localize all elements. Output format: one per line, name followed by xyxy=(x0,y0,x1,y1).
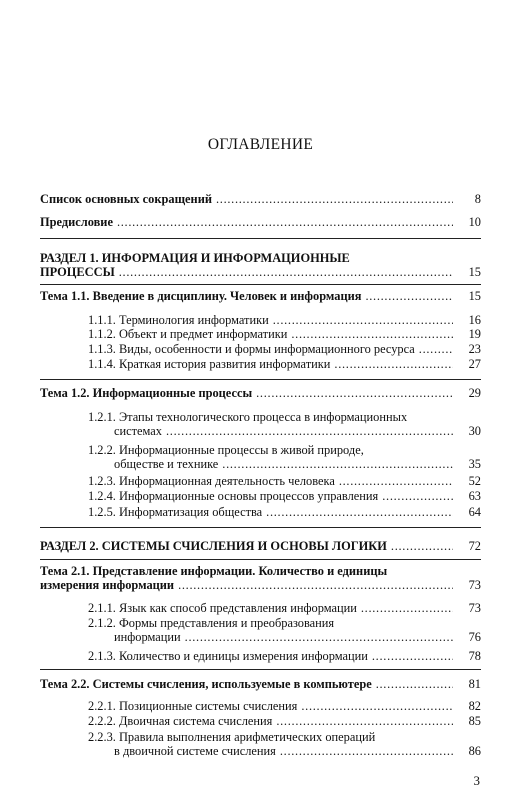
toc-entry-text: 1.1.3. Виды, особенности и формы информационного ресурса xyxy=(88,342,415,356)
toc-page-number: 16 xyxy=(468,313,481,327)
toc-entry-text-line1: РАЗДЕЛ 1. ИНФОРМАЦИЯ И ИНФОРМАЦИОННЫЕ xyxy=(40,251,350,265)
toc-entry-text: 2.2.2. Двоичная система счисления xyxy=(88,714,273,728)
page-number: 3 xyxy=(473,773,480,788)
toc-entry-1-2-4[interactable] xyxy=(88,489,481,503)
toc-entry-text-line1: 2.2.3. Правила выполнения арифметических операций xyxy=(88,730,376,744)
toc-entry-text-line1: 1.2.1. Этапы технологического процесса в информационных xyxy=(88,410,408,424)
dot-leader xyxy=(178,578,453,592)
dot-leader xyxy=(216,192,453,206)
toc-entry-abbreviations[interactable] xyxy=(40,192,481,206)
toc-entry-text: 2.1.1. Язык как способ представления информации xyxy=(88,601,357,615)
toc-entry-text: 1.1.2. Объект и предмет информатики xyxy=(88,327,288,341)
toc-entry-text: информации xyxy=(114,630,181,644)
toc-entry-text: Тема 2.2. Системы счисления, используемые в компьютере xyxy=(40,677,372,691)
toc-entry-text: ПРОЦЕССЫ xyxy=(40,265,115,279)
toc-page-number: 52 xyxy=(468,474,481,488)
toc-entry-2-1-3[interactable] xyxy=(88,649,481,663)
toc-entry-2-1-2[interactable] xyxy=(88,616,481,644)
toc-page-number: 76 xyxy=(468,630,481,644)
toc-page-number: 19 xyxy=(468,327,481,341)
dot-leader xyxy=(334,357,453,371)
toc-page-number: 72 xyxy=(468,539,481,553)
toc-entry-text: Тема 1.1. Введение в дисциплину. Человек и информация xyxy=(40,289,362,303)
dot-leader xyxy=(273,313,453,327)
toc-entry-preface[interactable] xyxy=(40,215,481,229)
dot-leader xyxy=(361,601,453,615)
toc-entry-1-2-1[interactable] xyxy=(88,410,481,438)
toc-page-number: 35 xyxy=(468,457,481,471)
section-divider xyxy=(40,379,481,380)
toc-page-number: 30 xyxy=(468,424,481,438)
toc-page-number: 73 xyxy=(468,601,481,615)
toc-entry-2-1-1[interactable] xyxy=(88,601,481,615)
page-title: ОГЛАВЛЕНИЕ xyxy=(207,136,314,153)
dot-leader xyxy=(391,539,453,553)
toc-entry-text: 1.2.4. Информационные основы процессов управления xyxy=(88,489,379,503)
toc-entry-section-1[interactable] xyxy=(40,251,481,279)
toc-entry-1-2-3[interactable] xyxy=(88,474,481,488)
toc-page-number: 82 xyxy=(468,699,481,713)
toc-entry-1-1-1[interactable] xyxy=(88,313,481,327)
section-divider xyxy=(40,238,481,239)
dot-leader xyxy=(339,474,453,488)
dot-leader xyxy=(119,265,453,279)
toc-entry-section-2[interactable] xyxy=(40,539,481,553)
toc-entry-text: 2.2.1. Позиционные системы счисления xyxy=(88,699,298,713)
dot-leader xyxy=(419,342,453,356)
toc-entry-topic-2-2[interactable] xyxy=(40,677,481,691)
toc-entry-2-2-3[interactable] xyxy=(88,730,481,758)
dot-leader xyxy=(372,649,453,663)
toc-page-number: 64 xyxy=(468,505,481,519)
dot-leader xyxy=(276,714,453,728)
toc-entry-text: в двоичной системе счисления xyxy=(114,744,276,758)
toc-entry-1-1-2[interactable] xyxy=(88,327,481,341)
toc-entry-1-1-4[interactable] xyxy=(88,357,481,371)
dot-leader xyxy=(280,744,453,758)
dot-leader xyxy=(266,505,453,519)
toc-page-number: 29 xyxy=(468,386,481,400)
section-divider xyxy=(40,527,481,528)
toc-page-number: 86 xyxy=(468,744,481,758)
dot-leader xyxy=(301,699,453,713)
toc-page-number: 78 xyxy=(468,649,481,663)
toc-entry-topic-1-1[interactable] xyxy=(40,289,481,303)
toc-entry-2-2-1[interactable] xyxy=(88,699,481,713)
dot-leader xyxy=(185,630,453,644)
toc-entry-text: Предисловие xyxy=(40,215,113,229)
toc-page-number: 81 xyxy=(468,677,481,691)
toc-page-number: 63 xyxy=(468,489,481,503)
toc-entry-text-line1: Тема 2.1. Представление информации. Количество и единицы xyxy=(40,564,388,578)
dot-leader xyxy=(117,215,453,229)
dot-leader xyxy=(291,327,453,341)
toc-entry-text-line1: 2.1.2. Формы представления и преобразования xyxy=(88,616,335,630)
dot-leader xyxy=(376,677,453,691)
toc-page-number: 15 xyxy=(468,265,481,279)
toc-entry-topic-2-1[interactable] xyxy=(40,564,481,592)
toc-page-number: 85 xyxy=(468,714,481,728)
toc-entry-text: Список основных сокращений xyxy=(40,192,212,206)
dot-leader xyxy=(365,289,453,303)
section-divider xyxy=(40,669,481,670)
toc-entry-text: 1.1.1. Терминология информатики xyxy=(88,313,269,327)
section-divider xyxy=(40,559,481,560)
toc-page-number: 8 xyxy=(474,192,481,206)
dot-leader xyxy=(222,457,453,471)
toc-entry-1-2-2[interactable] xyxy=(88,443,481,471)
toc-entry-text: 2.1.3. Количество и единицы измерения информации xyxy=(88,649,368,663)
toc-entry-text: 1.2.3. Информационная деятельность человека xyxy=(88,474,335,488)
toc-page-number: 15 xyxy=(468,289,481,303)
toc-entry-text-line1: 1.2.2. Информационные процессы в живой природе, xyxy=(88,443,364,457)
toc-entry-topic-1-2[interactable] xyxy=(40,386,481,400)
toc-entry-text: Тема 1.2. Информационные процессы xyxy=(40,386,253,400)
section-divider xyxy=(40,284,481,285)
toc-page-number: 27 xyxy=(468,357,481,371)
toc-entry-2-2-2[interactable] xyxy=(88,714,481,728)
toc-entry-text: 1.1.4. Краткая история развития информатики xyxy=(88,357,331,371)
toc-entry-1-1-3[interactable] xyxy=(88,342,481,356)
toc-page-number: 10 xyxy=(468,215,481,229)
dot-leader xyxy=(256,386,453,400)
toc-entry-text: 1.2.5. Информатизация общества xyxy=(88,505,263,519)
toc-page-number: 23 xyxy=(468,342,481,356)
toc-entry-text: РАЗДЕЛ 2. СИСТЕМЫ СЧИСЛЕНИЯ И ОСНОВЫ ЛОГИКИ xyxy=(40,539,387,553)
toc-entry-1-2-5[interactable] xyxy=(88,505,481,519)
dot-leader xyxy=(166,424,453,438)
toc-entry-text: измерения информации xyxy=(40,578,175,592)
dot-leader xyxy=(382,489,453,503)
toc-page-number: 73 xyxy=(468,578,481,592)
toc-entry-text: обществе и технике xyxy=(114,457,219,471)
toc-entry-text: системах xyxy=(114,424,162,438)
